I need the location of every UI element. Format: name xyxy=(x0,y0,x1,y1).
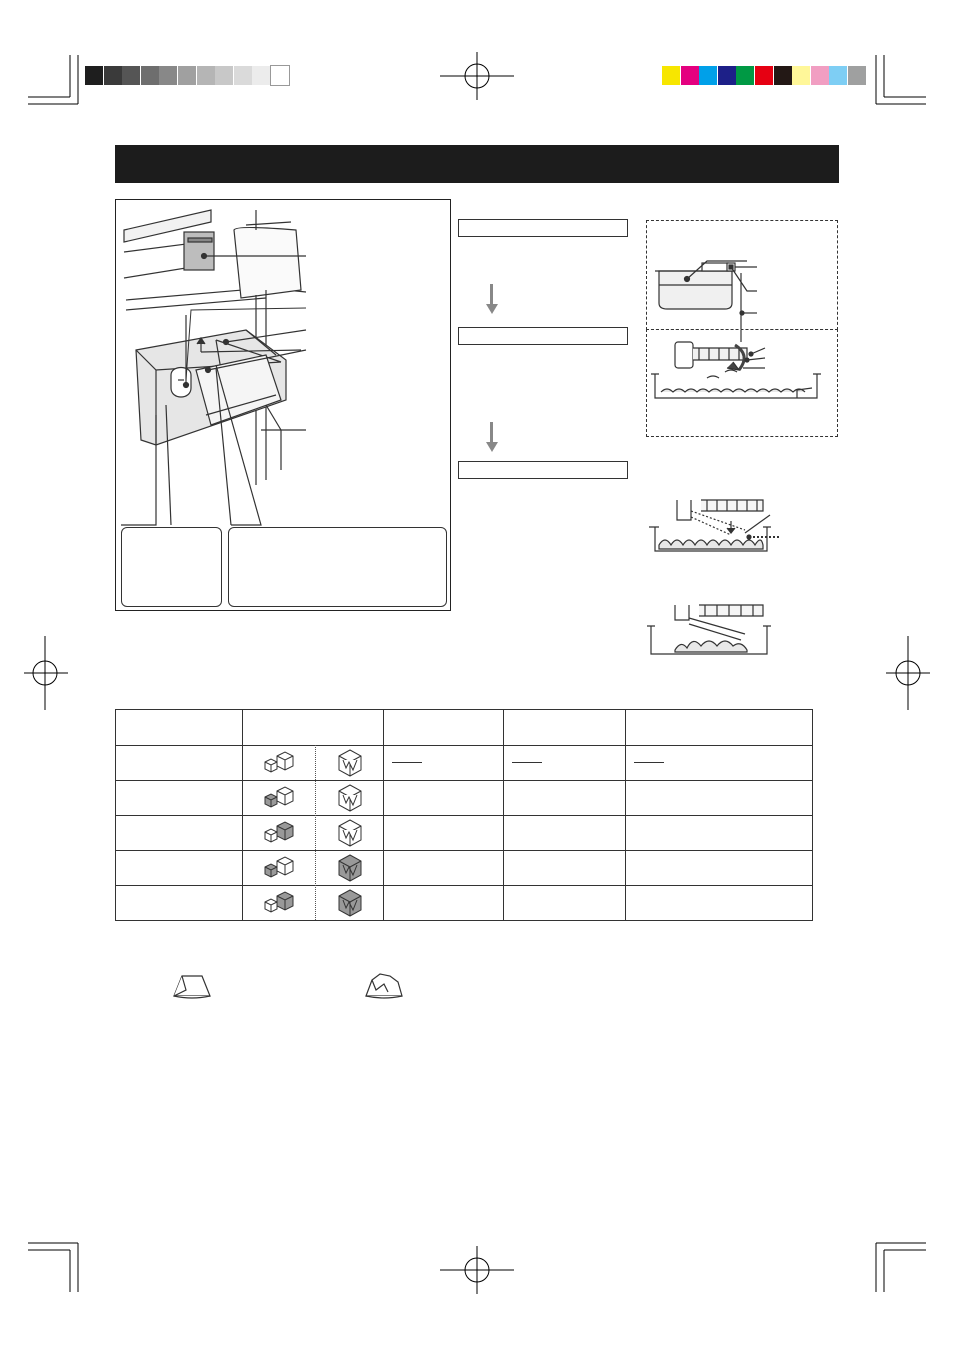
step-arrow-2-shaft xyxy=(490,422,493,444)
table-cell xyxy=(504,851,626,886)
table-cell xyxy=(626,886,813,921)
table-cell xyxy=(116,746,243,781)
table-cell xyxy=(626,851,813,886)
small-ice-cubes-icon xyxy=(263,785,297,811)
large-ice-cube-icon xyxy=(337,818,363,848)
step-arrow-1-shaft xyxy=(490,284,493,306)
table-header-cell xyxy=(504,710,626,746)
table-header-cell xyxy=(242,710,383,746)
color-swatch xyxy=(271,66,289,85)
color-swatch xyxy=(122,66,140,85)
water-tank-drawing xyxy=(647,221,837,329)
table-header-row xyxy=(116,710,813,746)
color-swatch xyxy=(848,66,866,85)
table-cell xyxy=(383,886,504,921)
table-cell xyxy=(383,851,504,886)
table-cell xyxy=(626,746,813,781)
color-swatch xyxy=(234,66,252,85)
ice-piece-normal-icon xyxy=(170,970,214,1002)
ice-bin-full-drawing xyxy=(645,495,790,560)
color-swatch xyxy=(159,66,177,85)
table-cell xyxy=(383,816,504,851)
table-row xyxy=(116,886,813,921)
table-cell xyxy=(504,746,626,781)
step-box-2 xyxy=(458,327,628,345)
table-header-cell xyxy=(626,710,813,746)
ice-piece-broken-icon xyxy=(362,970,406,1002)
large-ice-cube-icon xyxy=(337,888,363,918)
step-arrow-2-icon xyxy=(486,442,498,452)
color-swatch xyxy=(755,66,773,85)
table-cell-icons xyxy=(242,886,383,921)
water-supply-diagram xyxy=(646,220,838,330)
color-swatch xyxy=(178,66,196,85)
color-swatch xyxy=(197,66,215,85)
table-header-cell xyxy=(116,710,243,746)
table-cell-icons xyxy=(242,851,383,886)
table-cell xyxy=(504,816,626,851)
color-swatch xyxy=(104,66,122,85)
large-ice-cube-icon xyxy=(337,853,363,883)
small-ice-cubes-icon xyxy=(263,820,297,846)
step-box-3 xyxy=(458,461,628,479)
color-swatch xyxy=(252,66,270,85)
small-ice-cubes-icon xyxy=(263,855,297,881)
color-swatch xyxy=(829,66,847,85)
table-cell-icons xyxy=(242,781,383,816)
table-row xyxy=(116,851,813,886)
color-swatch xyxy=(215,66,233,85)
table-cell xyxy=(116,851,243,886)
ice-bin-empty-drawing xyxy=(645,600,775,660)
table-cell xyxy=(626,781,813,816)
small-ice-cubes-icon xyxy=(263,750,297,776)
small-ice-cubes-icon xyxy=(263,890,297,916)
ice-maker-illustration-box xyxy=(115,199,451,611)
color-swatch xyxy=(718,66,736,85)
color-swatch xyxy=(681,66,699,85)
large-ice-cube-icon xyxy=(337,783,363,813)
large-ice-cube-icon xyxy=(337,748,363,778)
table-cell xyxy=(116,886,243,921)
color-swatch xyxy=(141,66,159,85)
color-swatch xyxy=(85,66,103,85)
callout-box-right xyxy=(228,527,447,607)
ice-maker-status-table xyxy=(115,709,813,921)
icon-column-divider xyxy=(315,745,316,920)
table-cell-icons xyxy=(242,816,383,851)
color-swatch xyxy=(662,66,680,85)
table-cell xyxy=(504,886,626,921)
table-cell xyxy=(626,816,813,851)
table-header-cell xyxy=(383,710,504,746)
table-cell xyxy=(383,781,504,816)
table-row xyxy=(116,816,813,851)
table-cell xyxy=(504,781,626,816)
step-box-1 xyxy=(458,219,628,237)
table-cell xyxy=(116,781,243,816)
table-row xyxy=(116,781,813,816)
table-row xyxy=(116,746,813,781)
section-title-bar xyxy=(115,145,839,183)
table-cell xyxy=(383,746,504,781)
table-cell-icons xyxy=(242,746,383,781)
ice-tray-diagram xyxy=(646,329,838,437)
callout-box-left xyxy=(121,527,222,607)
ice-tray-drawing xyxy=(647,330,837,436)
table-cell xyxy=(116,816,243,851)
color-swatch xyxy=(699,66,717,85)
color-swatch xyxy=(774,66,792,85)
color-swatch xyxy=(736,66,754,85)
step-arrow-1-icon xyxy=(486,304,498,314)
color-swatch xyxy=(811,66,829,85)
color-swatch xyxy=(792,66,810,85)
